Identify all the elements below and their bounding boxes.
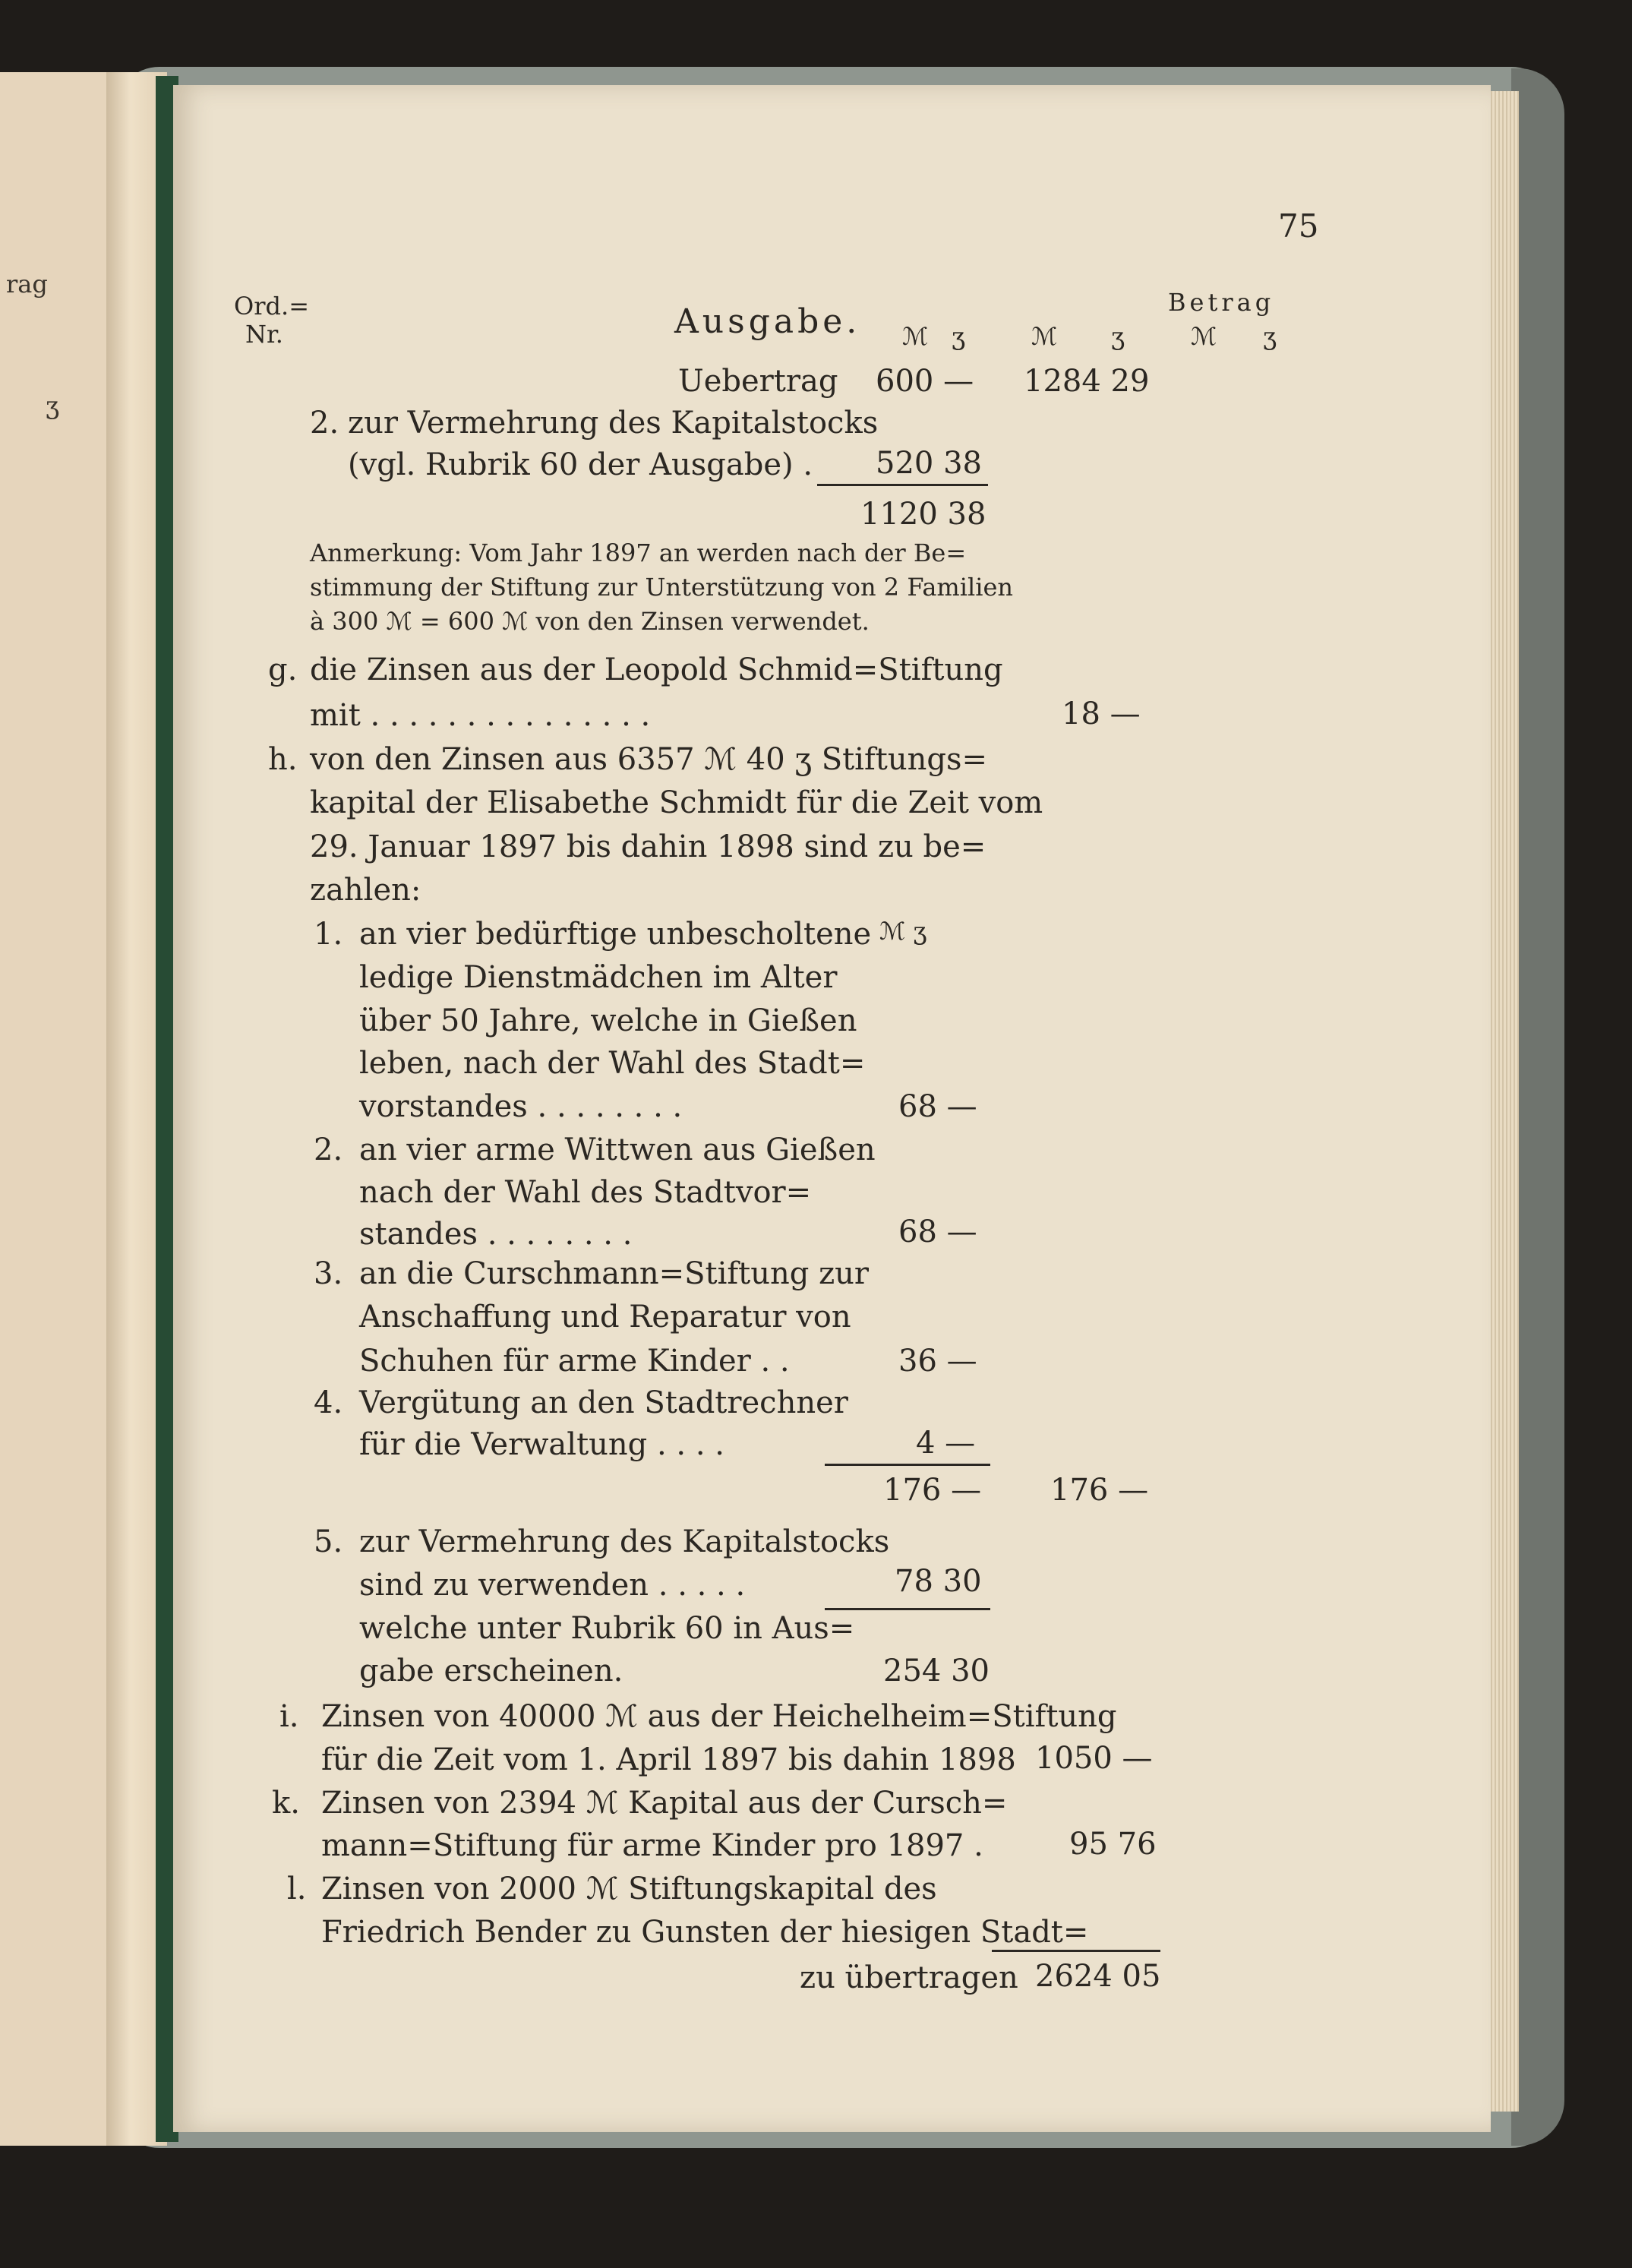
h-4-line-2: für die Verwaltung . . . .: [359, 1427, 724, 1462]
uebertrag-col1: 600 —: [876, 364, 974, 399]
h-1-value: 68 —: [898, 1089, 977, 1124]
h-1-line-4: leben, nach der Wahl des Stadt=: [359, 1046, 866, 1081]
ord-nr-label-2: Nr.: [245, 320, 283, 349]
item-g-value: 18 —: [1062, 697, 1141, 731]
h-4-value: 4 —: [916, 1426, 976, 1461]
item-2-number: 2.: [310, 406, 339, 441]
h-1-line-3: über 50 Jahre, welche in Gießen: [359, 1003, 857, 1038]
h-3-line-2: Anschaffung und Reparatur von: [359, 1300, 851, 1335]
item-k-letter: k.: [272, 1786, 300, 1821]
item-g-line-1: die Zinsen aus der Leopold Schmid=Stiftung: [310, 652, 1003, 687]
note-line-2: stimmung der Stiftung zur Unterstützung von 2 Familien: [310, 573, 1014, 602]
h-1-line-2: ledige Dienstmädchen im Alter: [359, 960, 838, 995]
h-2-line-1: an vier arme Wittwen aus Gießen: [359, 1132, 876, 1167]
item-g-letter: g.: [268, 652, 298, 687]
uebertrag-label: Uebertrag: [678, 364, 838, 399]
note-line-3: à 300 ℳ = 600 ℳ von den Zinsen verwendet.: [310, 607, 870, 636]
col1-pf: ʒ: [952, 322, 966, 351]
item-h-letter: h.: [268, 742, 298, 777]
h-1-line-1: an vier bedürftige unbescholtene: [359, 917, 872, 952]
item-2-line-1: zur Vermehrung des Kapitalstocks: [348, 406, 879, 441]
h-5-number: 5.: [314, 1524, 343, 1559]
h-5-line-1: zur Vermehrung des Kapitalstocks: [359, 1524, 890, 1559]
left-page-symbol: ʒ: [46, 391, 60, 420]
col3-mark: ℳ: [1191, 322, 1217, 351]
left-page: [0, 72, 122, 2146]
h-2-line-3: standes . . . . . . . .: [359, 1217, 633, 1252]
page-number: 75: [1278, 207, 1319, 245]
sum-3: 254 30: [883, 1654, 990, 1688]
item-i-line-1: Zinsen von 40000 ℳ aus der Heichelheim=Stiftung: [321, 1699, 1117, 1734]
section-title: Ausgabe.: [674, 302, 861, 341]
sum-2-col2: 176 —: [1050, 1473, 1149, 1508]
betrag-label: Betrag: [1168, 288, 1275, 317]
h-4-line-1: Vergütung an den Stadtrechner: [359, 1385, 848, 1420]
item-h-line-4: zahlen:: [310, 873, 421, 908]
h-5-line-2: sind zu verwenden . . . . .: [359, 1568, 746, 1603]
h-1-line-5: vorstandes . . . . . . . .: [359, 1089, 683, 1124]
item-l-line-1: Zinsen von 2000 ℳ Stiftungskapital des: [321, 1872, 937, 1906]
ord-nr-label-1: Ord.=: [234, 292, 309, 321]
sum-1: 1120 38: [860, 497, 986, 532]
item-2-value: 520 38: [876, 446, 982, 481]
item-2-line-2: (vgl. Rubrik 60 der Ausgabe) .: [348, 447, 813, 482]
h-5-line-4: gabe erscheinen.: [359, 1654, 623, 1688]
item-k-value: 95 76: [1069, 1827, 1157, 1862]
h-1-number: 1.: [314, 917, 343, 952]
item-k-line-1: Zinsen von 2394 ℳ Kapital aus der Cursch=: [321, 1786, 1008, 1821]
item-l-letter: l.: [287, 1872, 307, 1906]
h-3-line-1: an die Curschmann=Stiftung zur: [359, 1256, 870, 1291]
item-i-letter: i.: [279, 1699, 299, 1734]
item-i-line-2: für die Zeit vom 1. April 1897 bis dahin 1898: [321, 1742, 1016, 1777]
item-l-line-2: Friedrich Bender zu Gunsten der hiesigen Stadt=: [321, 1915, 1089, 1950]
h-3-number: 3.: [314, 1256, 343, 1291]
item-g-line-2: mit . . . . . . . . . . . . . . .: [310, 698, 651, 733]
left-page-fragment: rag: [6, 270, 48, 299]
sum-rule-3: [825, 1608, 990, 1610]
sum-rule-2: [825, 1464, 990, 1466]
carry-rule: [992, 1950, 1160, 1952]
carry-value: 2624 05: [1035, 1959, 1161, 1994]
h-4-number: 4.: [314, 1385, 343, 1420]
book-cover-edge: [1511, 68, 1564, 2146]
col1-mark: ℳ: [902, 322, 929, 351]
h-2-value: 68 —: [898, 1215, 977, 1249]
h-3-value: 36 —: [898, 1344, 977, 1379]
item-i-value: 1050 —: [1035, 1741, 1153, 1776]
sum-2-col1: 176 —: [883, 1473, 982, 1508]
item-h-line-1: von den Zinsen aus 6357 ℳ 40 ʒ Stiftungs=: [310, 742, 988, 777]
item-k-line-2: mann=Stiftung für arme Kinder pro 1897 .: [321, 1828, 983, 1863]
h-3-line-3: Schuhen für arme Kinder . .: [359, 1344, 790, 1379]
uebertrag-col2: 1284 29: [1024, 364, 1150, 399]
document-page: [173, 85, 1491, 2132]
h-5-value: 78 30: [895, 1564, 982, 1599]
h-subcolumn-head: ℳ ʒ: [879, 917, 927, 946]
item-h-line-3: 29. Januar 1897 bis dahin 1898 sind zu be=: [310, 829, 986, 864]
h-2-line-2: nach der Wahl des Stadtvor=: [359, 1175, 812, 1210]
note-line-1: Anmerkung: Vom Jahr 1897 an werden nach der Be=: [310, 539, 967, 567]
item-h-line-2: kapital der Elisabethe Schmidt für die Zeit vom: [310, 785, 1043, 820]
col2-pf: ʒ: [1111, 322, 1125, 351]
col3-pf: ʒ: [1263, 322, 1277, 351]
carry-label: zu übertragen: [800, 1960, 1018, 1995]
h-2-number: 2.: [314, 1132, 343, 1167]
col2-mark: ℳ: [1031, 322, 1058, 351]
h-5-line-3: welche unter Rubrik 60 in Aus=: [359, 1611, 855, 1646]
sum-rule-1: [817, 484, 988, 486]
